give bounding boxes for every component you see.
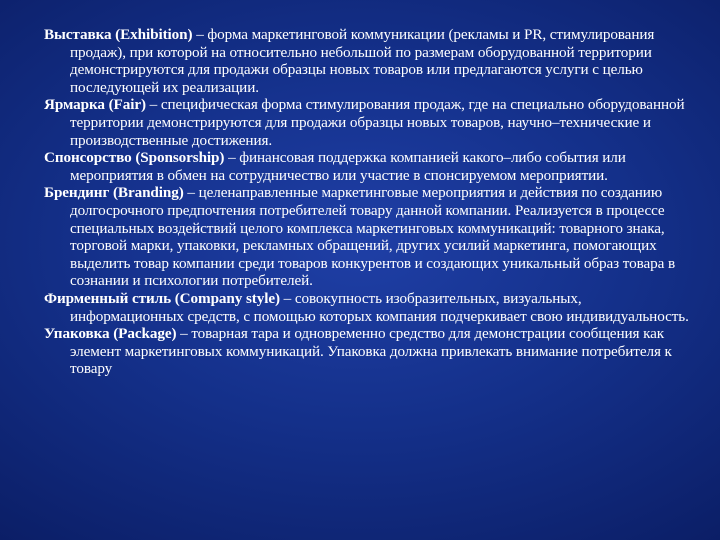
term-company-style: Фирменный стиль (Company style)	[44, 289, 280, 307]
term-sponsorship: Спонсорство (Sponsorship)	[44, 149, 225, 167]
definition-exhibition	[44, 26, 696, 96]
definition-branding	[44, 184, 696, 290]
description-branding: – целенаправленные маркетинговые мероприятия и действия по созданию долгосрочного предпочтения потребителей товару данной компании. Реализуется в процессе специальных воздействий целого комплекса маркетинговых коммуникаций: товарного знака, торговой марки, упаковки, рекламных обращений, других усилий маркетинга, помогающих выделить товар компании среди товаров конкурентов и создающих уникальный образ товара в сознании и психологии потребителей.	[70, 184, 676, 290]
term-package: Упаковка (Package)	[44, 325, 177, 343]
term-fair: Ярмарка (Fair)	[44, 96, 146, 114]
definition-fair	[44, 96, 696, 149]
description-fair: – специфическая форма стимулирования продаж, где на специально оборудованной территории демонстрируются для продажи образцы новых товаров, научно–технические и производственные достижения.	[70, 96, 685, 149]
definition-sponsorship	[44, 149, 696, 184]
definition-company-style	[44, 290, 696, 325]
term-exhibition: Выставка (Exhibition)	[44, 26, 193, 43]
description-sponsorship: – финансовая поддержка компанией какого–либо события или мероприятия в обмен на сотрудничество или участие в спонсируемом мероприятии.	[70, 149, 626, 184]
description-company-style: – совокупность изобразительных, визуальных, информационных средств, с помощью которых компания подчеркивает свою индивидуальность.	[70, 289, 689, 325]
description-package: – товарная тара и одновременно средство для демонстрации сообщения как элемент маркетинговых коммуникаций. Упаковка должна привлекать внимание потребителя к товару	[70, 325, 672, 378]
description-exhibition: – форма маркетинговой коммуникации (рекламы и PR, стимулирования продаж), при которой на относительно небольшой по размерам оборудованной территории демонстрируются для продажи образцы новых товаров или предлагаются услуги с целью последующей их реализации.	[70, 26, 655, 96]
definition-package	[44, 325, 696, 378]
term-branding: Брендинг (Branding)	[44, 184, 184, 202]
